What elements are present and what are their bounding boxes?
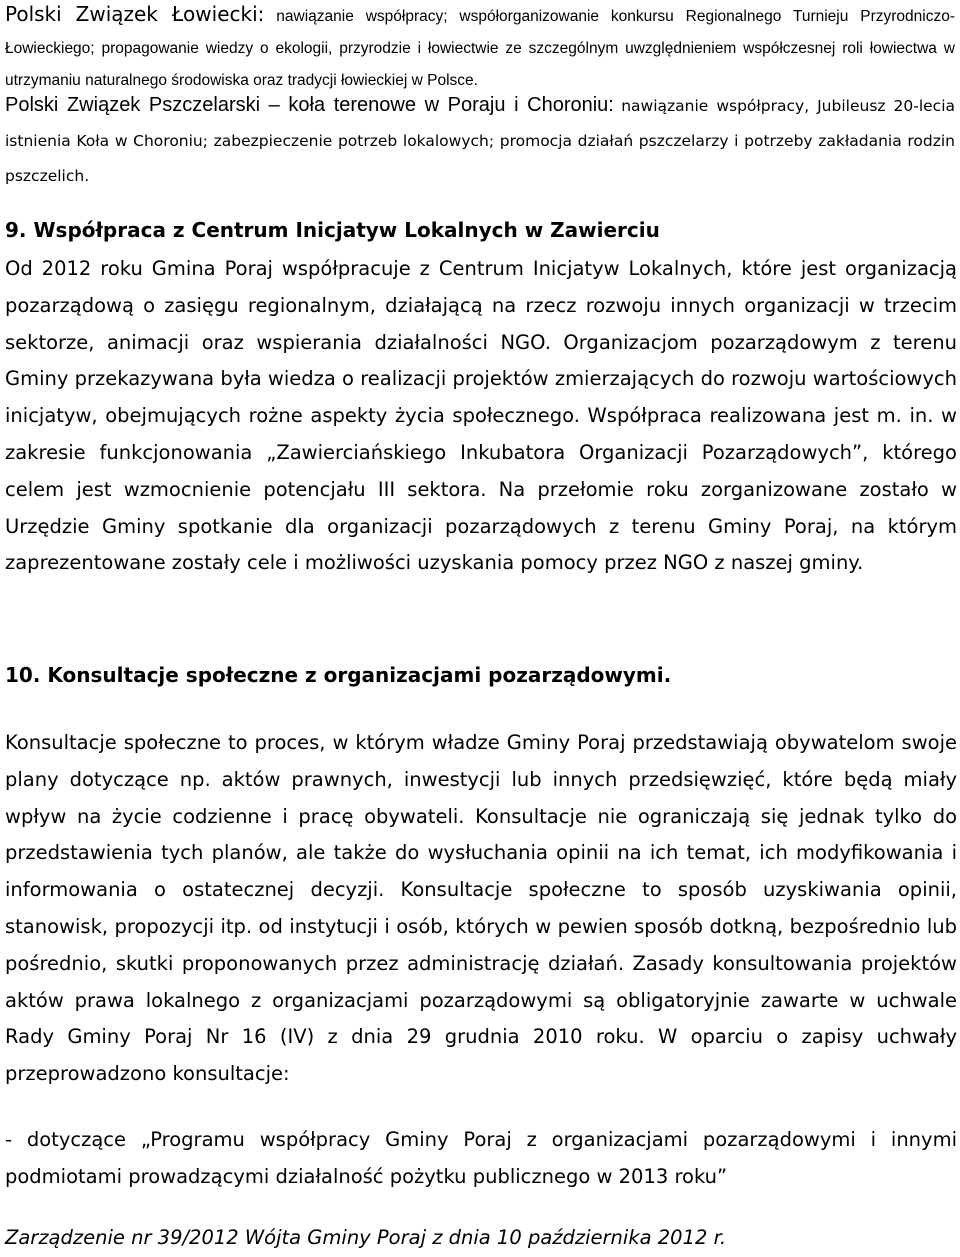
section-9-body: Od 2012 roku Gmina Poraj współpracuje z Centrum Inicjatyw Lokalnych, które jest organizacją pozarządową o zasięgu regionalnym, działającą na rzecz rozwoju innych organizacji w trzecim sektorze, animacji oraz wspierania działalności NGO. Organizacjom pozarządowym z terenu Gminy przekazywana była wiedza o realizacji projektów zmierzających do rozwoju wartościowych inicjatyw, obejmujących rożne aspekty życia społecznego. Współpraca realizowana jest m. in. w zakresie funkcjonowania „Zawierciańskiego Inkubatora Organizacji Pozarządowych”, którego celem jest wzmocnienie potencjału III sektora. Na przełomie roku zorganizowane zostało w Urzędzie Gminy spotkanie dla organizacji pozarządowych z terenu Gminy Poraj, na którym zaprezentowane zostały cele i możliwości uzyskania pomocy przez NGO z naszej gminy.	[5, 257, 957, 575]
org-text-pzp: nawiązanie współpracy, Jubileusz 20-lecia istnienia Koła w Choroniu; zabezpieczenie potrzeb lokalowych; promocja działań pszczelarzy i potrzeby zakładania rodzin pszczelich.	[5, 97, 955, 185]
section-10-body: Konsultacje społeczne to proces, w którym władze Gminy Poraj przedstawiają obywatelom swoje plany dotyczące np. aktów prawnych, inwestycji lub innych przedsięwzięć, które będą miały wpływ na życie codzienne i pracę obywateli. Konsultacje nie ograniczają się jednak tylko do przedstawienia tych planów, ale także do wysłuchania opinii na ich temat, ich modyfikowania i informowania o ostatecznej decyzji. Konsultacje społeczne to sposób uzyskiwania opinii, stanowisk, propozycji itp. od instytucji i osób, których w pewien sposób dotkną, bezpośrednio lub pośrednio, skutki proponowanych przez administrację działań. Zasady konsultowania projektów aktów prawa lokalnego z organizacjami pozarządowymi są obligatoryjnie zawarte w uchwale Rady Gminy Poraj Nr 16 (IV) z dnia 29 grudnia 2010 roku. W oparciu o zapisy uchwały przeprowadzono konsultacje:	[5, 731, 957, 1086]
org-text-pzl: nawiązanie współpracy; współorganizowanie konkursu Regionalnego Turnieju Przyrodniczo-Łowieckiego; propagowanie wiedzy o ekologii, przyrodzie i łowiectwie ze szczególnym uwzględnieniem współczesnej roli łowiectwa w utrzymaniu naturalnego środowiska oraz tradycji łowieckiej w Polsce.	[5, 8, 955, 89]
consultation-item: - dotyczące „Programu współpracy Gminy Poraj z organizacjami pozarządowymi i innymi podmiotami prowadzącymi działalność pożytku publicznego w 2013 roku”	[5, 1128, 957, 1188]
regulation-reference: Zarządzenie nr 39/2012 Wójta Gminy Poraj z dnia 10 października 2012 r.	[5, 1226, 727, 1249]
paragraph-pzp	[5, 88, 955, 194]
paragraph-pzl	[5, 0, 955, 97]
section-10-heading: 10. Konsultacje społeczne z organizacjami pozarządowymi.	[5, 663, 672, 687]
section-9-heading: 9. Współpraca z Centrum Inicjatyw Lokalnych w Zawierciu	[5, 218, 660, 242]
org-name-pzl: Polski Związek Łowiecki:	[5, 2, 265, 26]
org-name-pzp: Polski Związek Pszczelarski – koła terenowe w Poraju i Choroniu:	[5, 94, 614, 116]
